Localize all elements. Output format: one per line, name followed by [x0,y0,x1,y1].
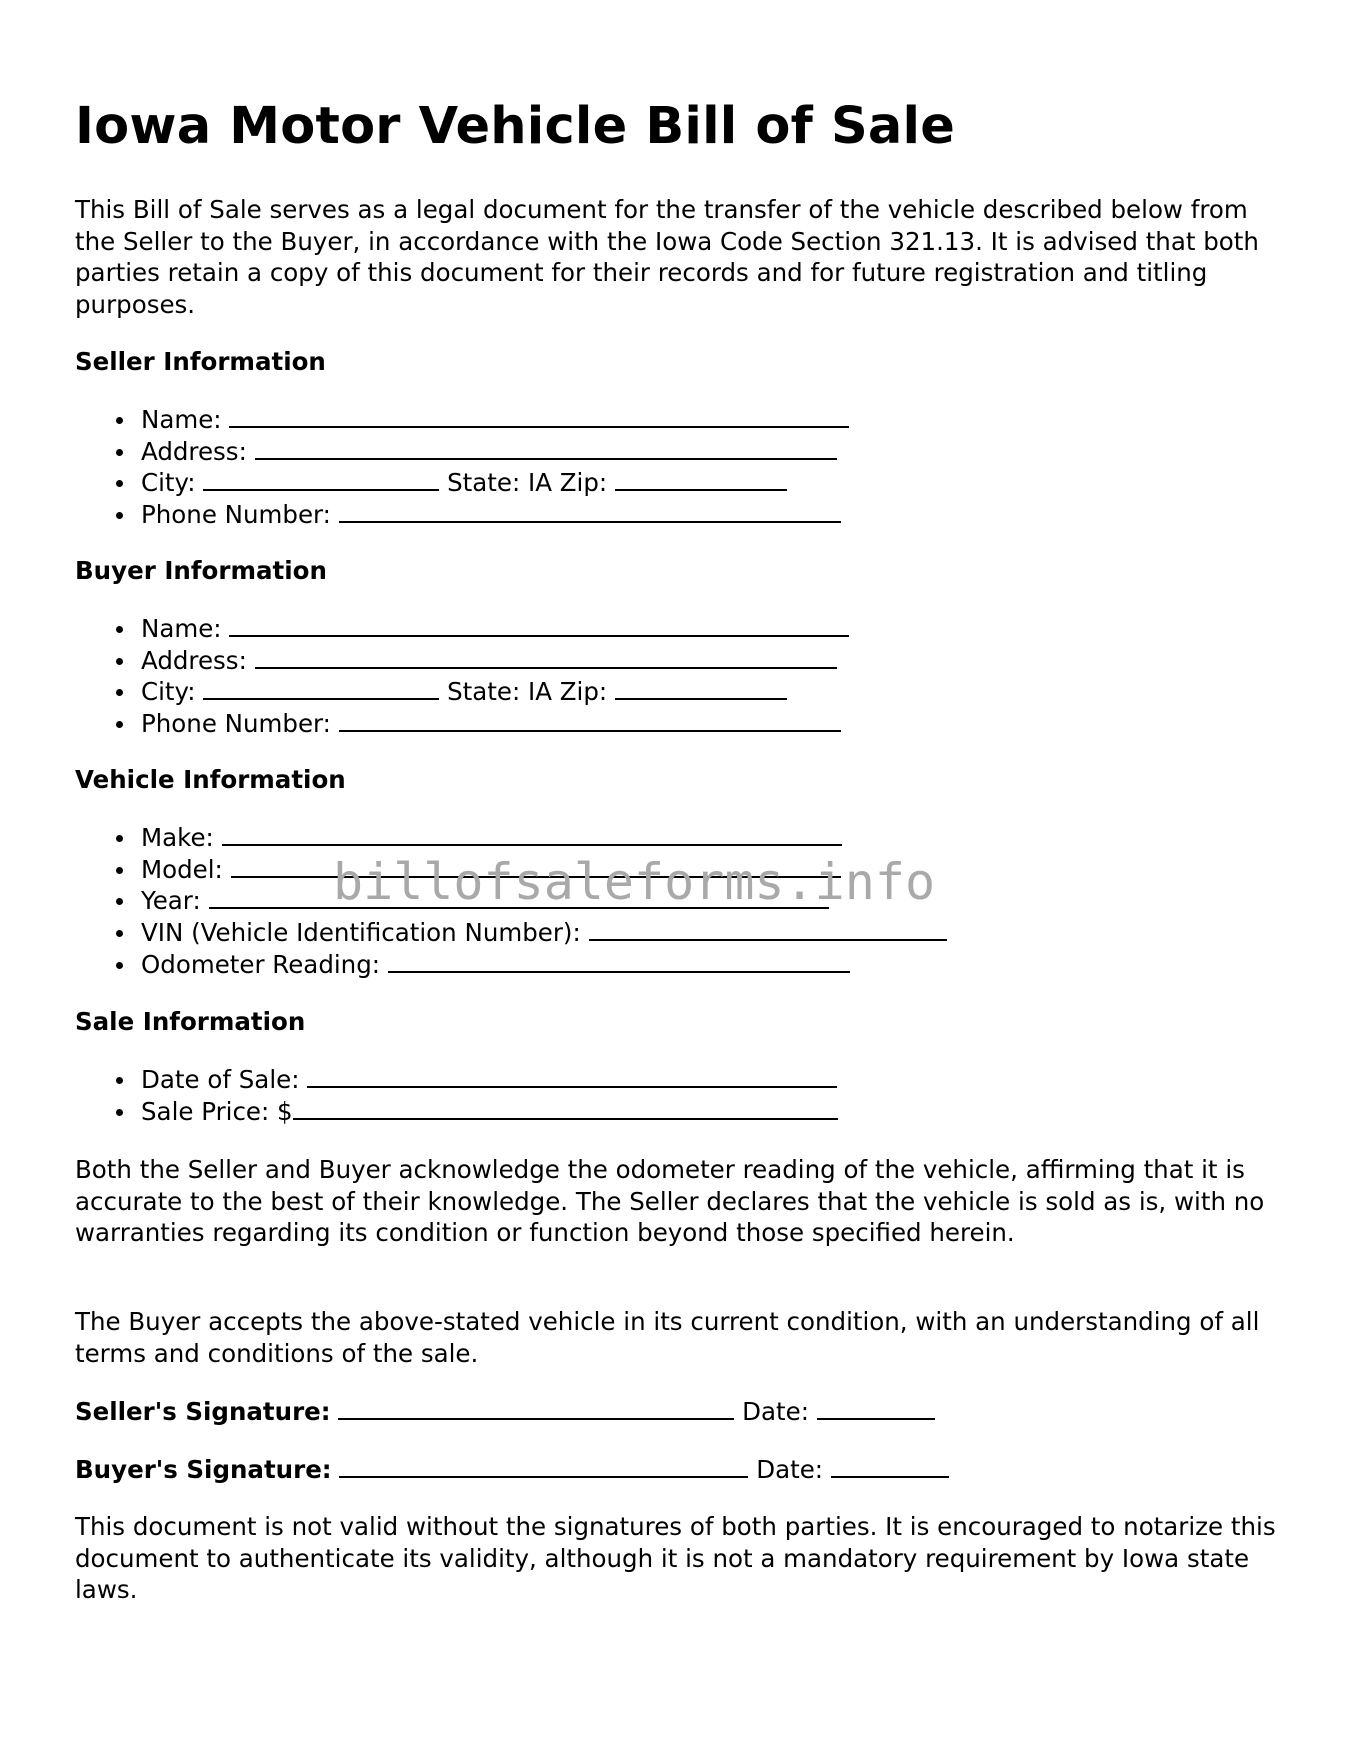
buyer-signature-line [75,1454,949,1484]
seller-phone-blank[interactable] [339,499,841,523]
buyer-name-field [141,613,849,645]
buyer-date-blank[interactable] [831,1454,949,1478]
buyer-date-label: Date: [756,1455,824,1484]
sale-date-field [141,1064,838,1096]
vehicle-make-field [141,822,947,854]
seller-address-label: Address: [141,436,247,466]
buyer-address-field [141,645,849,677]
watermark: billofsaleforms.info [333,853,936,911]
vehicle-fields [75,822,947,981]
seller-city-blank[interactable] [203,467,439,491]
buyer-phone-field [141,708,849,740]
seller-name-field [141,404,849,436]
vehicle-odometer-blank[interactable] [388,949,850,973]
vehicle-vin-field [141,917,947,949]
vehicle-year-blank[interactable] [209,885,829,909]
vehicle-odometer-field [141,949,947,981]
buyer-address-label: Address: [141,645,247,675]
vehicle-odometer-label: Odometer Reading: [141,949,381,979]
seller-name-blank[interactable] [229,404,849,428]
sale-fields [75,1064,838,1127]
vehicle-model-field [141,854,947,886]
buyer-signature-label: Buyer's Signature: [75,1455,332,1484]
seller-section-heading: Seller Information [75,347,326,376]
sale-date-blank[interactable] [307,1064,837,1088]
intro-paragraph: This Bill of Sale serves as a legal document for the transfer of the vehicle described below from the Seller to the Buyer, in accordance with the Iowa Code Section 321.13. It is advised that both parties retain a copy of this document for their records and for future registration and titling purposes. [75,195,1259,319]
buyer-city-field [141,676,849,708]
seller-address-blank[interactable] [255,436,837,460]
vehicle-year-field [141,885,947,917]
buyer-name-label: Name: [141,614,222,643]
buyer-signature-blank[interactable] [339,1454,748,1478]
seller-city-label: City: [141,468,196,498]
buyer-zip-blank[interactable] [615,676,787,700]
seller-phone-label: Phone Number: [141,500,331,530]
buyer-section-heading: Buyer Information [75,556,327,585]
sale-price-label: Sale Price: $ [141,1096,293,1126]
buyer-name-blank[interactable] [229,613,849,637]
seller-zip-blank[interactable] [615,467,787,491]
vehicle-make-label: Make: [141,823,214,852]
seller-phone-field [141,499,849,531]
vehicle-model-blank[interactable] [231,854,841,878]
buyer-phone-label: Phone Number: [141,709,331,739]
vehicle-model-label: Model: [141,854,223,884]
seller-signature-label: Seller's Signature: [75,1397,331,1426]
sale-section-heading: Sale Information [75,1007,306,1036]
seller-city-field [141,467,849,499]
seller-state-zip-label: State: IA Zip: [447,468,608,498]
buyer-city-label: City: [141,677,196,707]
vehicle-make-blank[interactable] [222,822,842,846]
seller-fields [75,404,849,531]
buyer-state-zip-label: State: IA Zip: [447,677,608,707]
seller-signature-blank[interactable] [338,1396,734,1420]
vehicle-vin-label: VIN (Vehicle Identification Number): [141,918,581,948]
sale-price-field [141,1096,838,1128]
buyer-address-blank[interactable] [255,645,837,669]
seller-date-label: Date: [742,1397,809,1426]
seller-address-field [141,436,849,468]
sale-price-blank[interactable] [293,1096,838,1120]
document-title: Iowa Motor Vehicle Bill of Sale [75,97,955,156]
seller-name-label: Name: [141,405,222,434]
vehicle-vin-blank[interactable] [589,917,947,941]
footer-paragraph: This document is not valid without the signatures of both parties. It is encouraged to notarize this document to authenticate its validity, although it is not a mandatory requirement by Iowa state laws. [75,1512,1276,1604]
vehicle-section-heading: Vehicle Information [75,765,346,794]
acknowledgement-paragraph: Both the Seller and Buyer acknowledge the odometer reading of the vehicle, affirming that it is accurate to the best of their knowledge. The Seller declares that the vehicle is sold as is, with no warranties regarding its condition or function beyond those specified herein. [75,1155,1265,1247]
seller-date-blank[interactable] [817,1396,935,1420]
buyer-phone-blank[interactable] [339,708,841,732]
acceptance-paragraph: The Buyer accepts the above-stated vehicle in its current condition, with an understanding of all terms and conditions of the sale. [75,1307,1260,1368]
buyer-fields [75,613,849,740]
sale-date-label: Date of Sale: [141,1065,300,1094]
seller-signature-line [75,1396,935,1426]
vehicle-year-label: Year: [141,886,201,916]
buyer-city-blank[interactable] [203,676,439,700]
